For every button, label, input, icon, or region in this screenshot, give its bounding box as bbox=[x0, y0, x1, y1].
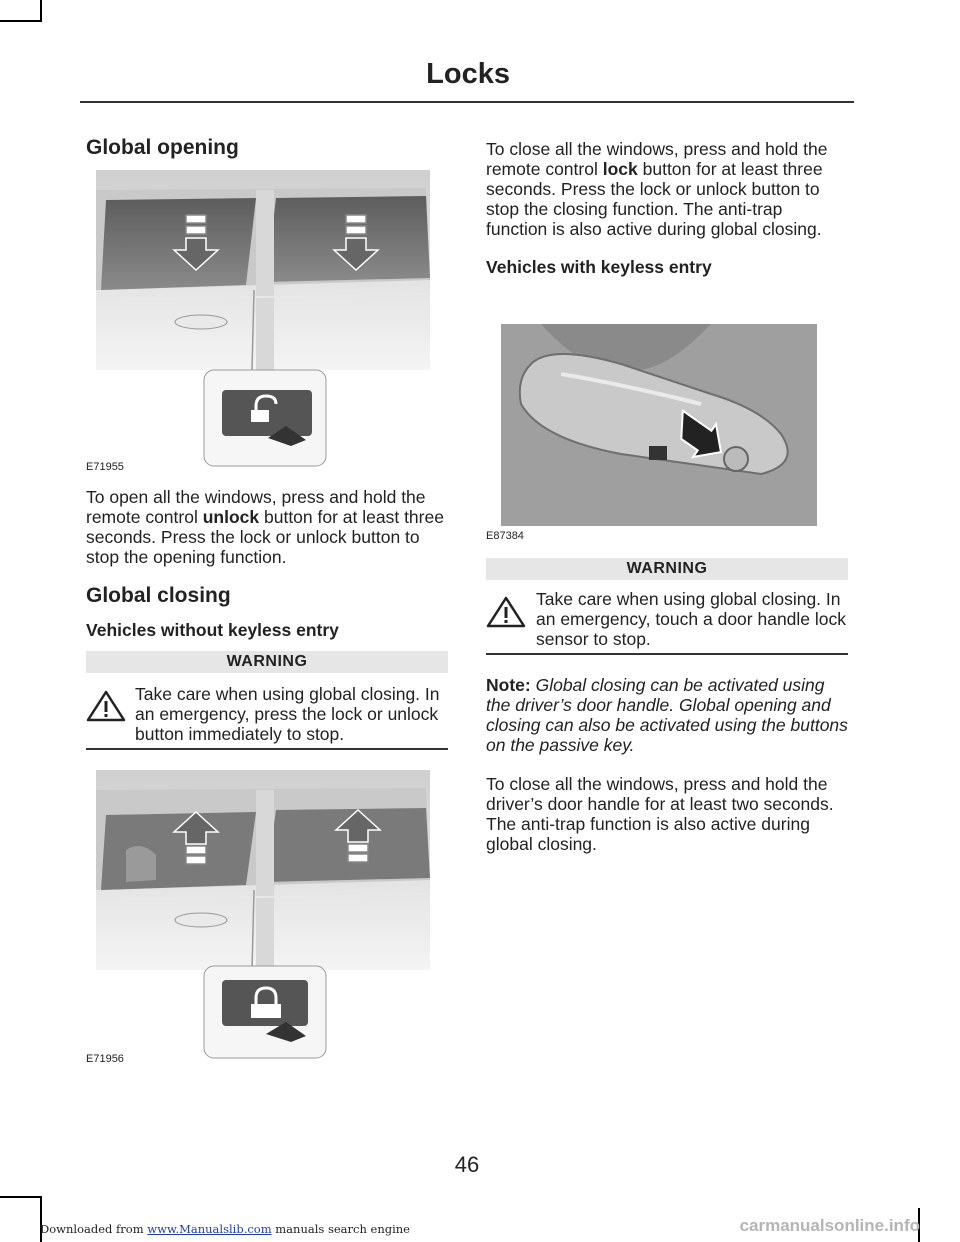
right-column-body bbox=[486, 675, 850, 854]
manualslib-link[interactable]: www.Manualslib.com bbox=[147, 1222, 272, 1236]
footer-prefix: Downloaded from bbox=[40, 1222, 148, 1236]
warning-divider bbox=[486, 653, 848, 655]
without-keyless-heading: Vehicles without keyless entry bbox=[86, 620, 339, 640]
global-opening-figure bbox=[96, 170, 430, 470]
download-footer bbox=[40, 1222, 410, 1236]
warning-label: WARNING bbox=[86, 651, 448, 673]
keyless-closing-paragraph: To close all the windows, press and hold the driver’s door handle for at least two seconds. The anti-trap function is also active during global closing. bbox=[486, 774, 834, 854]
warning-icon bbox=[486, 596, 526, 628]
paragraph-text: button for at least three seconds. Press the lock or unlock button to stop the closing function. The anti-trap function is also active during global closing. bbox=[486, 159, 823, 239]
warning-icon bbox=[86, 690, 126, 722]
global-closing-paragraph bbox=[486, 139, 848, 239]
figure-code-e87384: E87384 bbox=[486, 530, 524, 542]
page-title: Locks bbox=[426, 58, 510, 90]
door-handle-illustration bbox=[501, 324, 817, 526]
note-paragraph bbox=[486, 675, 850, 755]
global-closing-heading: Global closing bbox=[86, 584, 231, 607]
unlock-keyword: unlock bbox=[202, 507, 260, 527]
crop-mark bbox=[40, 0, 42, 22]
figure-code-e71955: E71955 bbox=[86, 461, 124, 473]
global-opening-paragraph bbox=[86, 487, 448, 567]
watermark-text: carmanualsonline.info bbox=[739, 1216, 920, 1235]
warning-divider bbox=[86, 748, 448, 750]
note-label: Note: bbox=[486, 675, 531, 695]
lock-keyword: lock bbox=[602, 159, 638, 179]
warning-text: Take care when using global closing. In an emergency, touch a door handle lock sensor to stop. bbox=[536, 589, 847, 649]
paragraph-text: To close all the windows, press and hold the remote control bbox=[486, 139, 828, 179]
paragraph-text: button for at least three seconds. Press the lock or unlock button to stop the opening function. bbox=[86, 507, 444, 567]
left-column-body bbox=[86, 487, 448, 640]
warning-label: WARNING bbox=[486, 558, 848, 580]
note-text: Global closing can be activated using the driver’s door handle. Global opening and closing can also be activated using the buttons on the passive key. bbox=[486, 675, 848, 755]
figure-code-e71956: E71956 bbox=[86, 1053, 124, 1065]
with-keyless-heading: Vehicles with keyless entry bbox=[486, 257, 712, 277]
warning-text: Take care when using global closing. In an emergency, press the lock or unlock button immediately to stop. bbox=[135, 684, 440, 744]
global-opening-heading: Global opening bbox=[86, 136, 239, 159]
right-column bbox=[486, 139, 848, 277]
car-windows-open-illustration bbox=[96, 170, 430, 470]
page-number: 46 bbox=[454, 1152, 480, 1177]
crop-mark bbox=[0, 1196, 42, 1198]
crop-mark bbox=[0, 20, 42, 22]
door-handle-figure bbox=[501, 324, 817, 526]
footer-suffix: manuals search engine bbox=[271, 1222, 410, 1236]
global-closing-figure bbox=[96, 770, 430, 1062]
left-column bbox=[86, 138, 448, 158]
car-windows-closed-illustration bbox=[96, 770, 430, 1062]
header-divider bbox=[80, 101, 854, 103]
paragraph-text: To open all the windows, press and hold the remote control bbox=[86, 487, 426, 527]
